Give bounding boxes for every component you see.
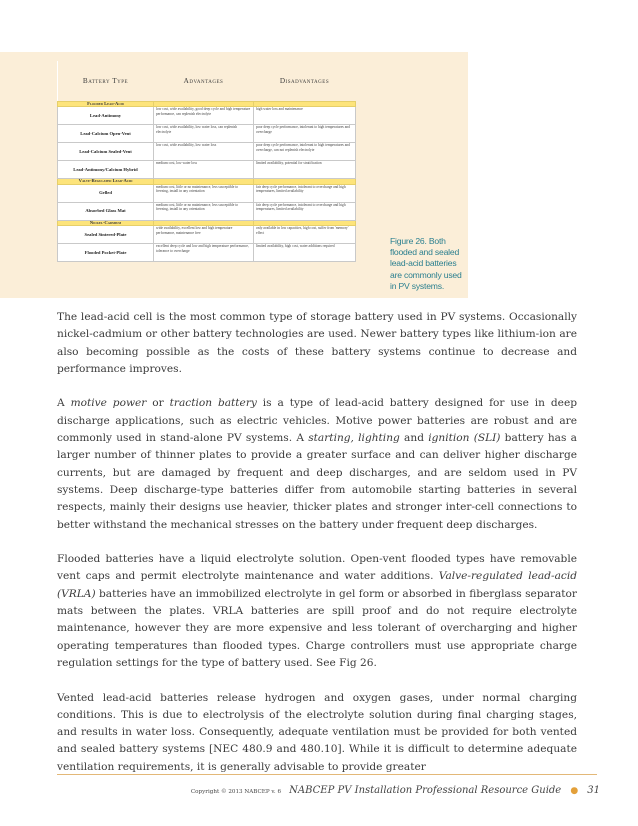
advantages-cell: low cost, wide availability, low water loss, can replenish electrolyte [154, 125, 254, 143]
footer-copyright: Copyright © 2013 NABCEP v. 6 [190, 789, 282, 795]
table-row [58, 226, 356, 244]
battery-type-cell: Flooded Pocket-Plate [58, 244, 154, 262]
battery-type-cell: Absorbed Glass Mat [58, 202, 154, 220]
battery-comparison-table [57, 61, 356, 262]
table-row [58, 143, 356, 161]
group-label: Flooded Lead-Acid [58, 102, 154, 107]
battery-type-cell: Lead-Calcium Sealed-Vent [58, 143, 154, 161]
disadvantages-cell: poor deep cycle performance, intolerant to high temperatures and overcharge [254, 125, 356, 143]
advantages-cell: wide availability, excellent low and high temperature performance, maintenance free [154, 226, 254, 244]
header-battery-type: Battery Type [58, 61, 154, 102]
battery-type-cell: Lead-Antimony/Calcium Hybrid [58, 161, 154, 179]
advantages-cell: medium cost, little or no maintenance, less susceptible to freezing, install in any orientation [154, 184, 254, 202]
paragraph-3: Flooded batteries have a liquid electrolyte solution. Open-vent flooded types have removable vent caps and permit electrolyte maintenance and water additions. Valve-regulated lead-acid (VRLA) batteries have an immobilized electrolyte in gel form or absorbed in fiberglass separator mats between the plates. VRLA batteries are spill proof and do not require electrolyte maintenance, however they are more expensive and less tolerant of overcharging and higher operating temperatures than flooded types. Charge controllers must use appropriate charge regulation settings for the type of battery used. See Fig 26. [57, 553, 577, 669]
advantages-cell: medium cost, low water loss [154, 161, 254, 179]
table-row [58, 244, 356, 262]
header-disadvantages: Disadvantages [254, 61, 356, 102]
paragraph-4: Vented lead-acid batteries release hydrogen and oxygen gases, under normal charging conditions. This is due to electrolysis of the electrolyte solution during final charging stages, and results in water loss. Consequently, adequate ventilation must be provided for both vented and sealed battery systems [NEC 480.9 and 480.10]. While it is difficult to determine adequate ventilation requirements, it is generally advisable to provide greater [57, 691, 577, 773]
paragraph-2: A motive power or traction battery is a type of lead-acid battery designed for use in deep discharge applications, such as electric vehicles. Motive power batteries are robust and are commonly used in stand-alone PV systems. A starting, lighting and ignition (SLI) battery has a larger number of thinner plates to provide a greater surface and can deliver higher discharge currents, but are damaged by frequent and deep discharges, and are seldom used in PV systems. Deep discharge-type batteries differ from automobile starting batteries in several respects, mainly their designs use heavier, thicker plates and stronger inter-cell connections to better withstand the mechanical stresses on the battery under frequent deep discharges. [57, 397, 577, 531]
disadvantages-cell: only available in low capacities, high cost, suffer from 'memory' effect [254, 226, 356, 244]
group-label: Nickel-Cadmium [58, 220, 154, 225]
group-label: Valve-Regulated Lead-Acid [58, 179, 154, 184]
battery-type-cell: Sealed Sintered-Plate [58, 226, 154, 244]
body-text [57, 309, 577, 793]
disadvantages-cell: limited availability, high cost, water additions required [254, 244, 356, 262]
battery-type-cell: Lead-Calcium Open-Vent [58, 125, 154, 143]
battery-type-cell: Lead-Antimony [58, 107, 154, 125]
table-row [58, 161, 356, 179]
footer-bullet-icon: ● [570, 786, 579, 796]
advantages-cell: medium cost, little or no maintenance, less susceptible to freezing, install in any orientation [154, 202, 254, 220]
footer-rule [57, 774, 597, 775]
disadvantages-cell: fair deep cycle performance, intolerant to overcharge and high temperatures, limited availability [254, 202, 356, 220]
table-row [58, 202, 356, 220]
page-number: 31 [587, 785, 600, 796]
disadvantages-cell: high water loss and maintenance [254, 107, 356, 125]
advantages-cell: low cost, wide availability, low water loss [154, 143, 254, 161]
footer-guide-title: NABCEP PV Installation Professional Resource Guide [289, 785, 562, 796]
advantages-cell: low cost, wide availability, good deep cycle and high temperature performance, can replenish electrolyte [154, 107, 254, 125]
page-footer [191, 778, 600, 797]
disadvantages-cell: poor deep cycle performance, intolerant to high temperatures and overcharge, can not replenish electrolyte [254, 143, 356, 161]
battery-type-cell: Gelled [58, 184, 154, 202]
paragraph-1: The lead-acid cell is the most common type of storage battery used in PV systems. Occasionally nickel-cadmium or other battery technologies are used. Newer battery types like lithium-ion are also becoming possible as the costs of these battery systems continue to decrease and performance improves. [57, 311, 577, 375]
table-row [58, 184, 356, 202]
advantages-cell: excellent deep cycle and low and high temperature performance, tolerance to overcharge [154, 244, 254, 262]
table-row [58, 125, 356, 143]
header-advantages: Advantages [154, 61, 254, 102]
figure-caption: Figure 26. Both flooded and sealed lead-acid batteries are commonly used in PV systems. [390, 236, 462, 291]
disadvantages-cell: fair deep cycle performance, intolerant to overcharge and high temperatures, limited availability [254, 184, 356, 202]
table-header-row [58, 61, 356, 102]
disadvantages-cell: limited availability, potential for stratification [254, 161, 356, 179]
table-row [58, 107, 356, 125]
